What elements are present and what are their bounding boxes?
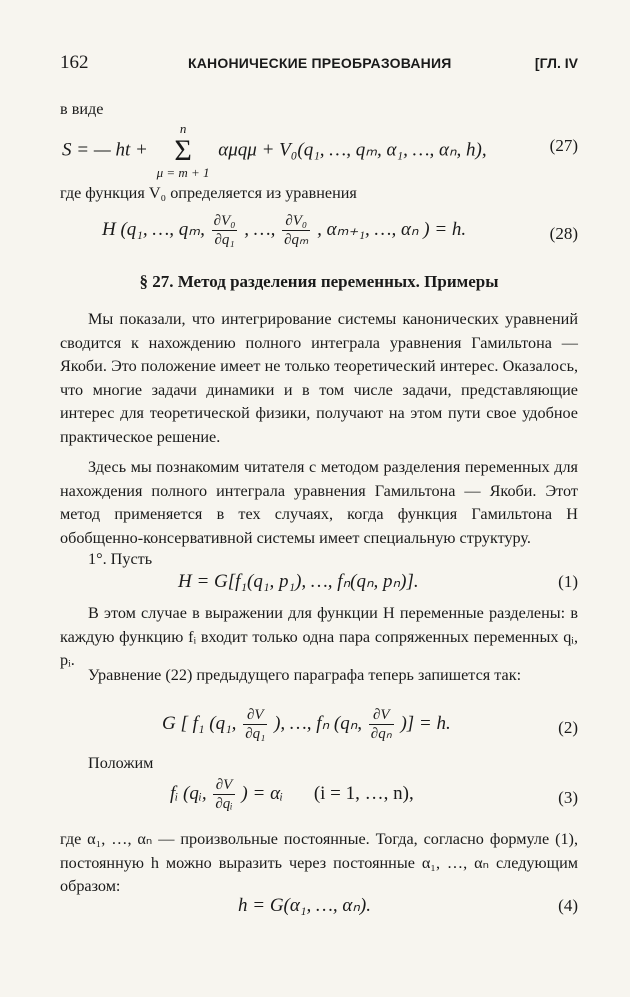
- eq3-pre: fᵢ (qᵢ,: [170, 782, 207, 804]
- eq28-fraction-1: $\frac{\text{∂V₀}}{\text{∂q₁}}$: [213, 213, 236, 248]
- eq3-number: (3): [558, 788, 578, 807]
- summation-sign: n Σ μ = m + 1: [156, 121, 210, 180]
- paragraph-4: Уравнение (22) предыдущего параграфа теперь запишется так:: [88, 666, 522, 684]
- eq4-body: h = G(α₁, …, αₙ).: [238, 895, 371, 916]
- eq28-pre: H (q₁, …, qₘ,: [102, 218, 205, 240]
- eq27-lhs: S = — ht +: [62, 139, 148, 161]
- equation-3: [60, 772, 578, 822]
- case-1-label: 1°. Пусть: [88, 550, 153, 568]
- eq3-range: (i = 1, …, n),: [313, 782, 414, 804]
- eq3-fraction: $\frac{\partial V}{\text{∂qᵢ}}$: [215, 777, 233, 812]
- running-title: КАНОНИЧЕСКИЕ ПРЕОБРАЗОВАНИЯ: [188, 55, 452, 71]
- sum-lower-limit: μ = m + 1: [156, 165, 210, 180]
- eq2-pre: G [ f₁ (q₁,: [162, 712, 237, 734]
- set-label: Положим: [88, 754, 154, 772]
- eq1-number: (1): [558, 572, 578, 591]
- where-text: где функция V₀ определяется из уравнения: [60, 184, 357, 202]
- equation-28: [60, 208, 578, 258]
- eq3-post: ) = αᵢ: [241, 782, 284, 804]
- intro-text: в виде: [60, 100, 104, 118]
- equation-2: [60, 702, 578, 752]
- paragraph-3: В этом случае в выражении для функции H переменные разделены: в каждую функцию fᵢ входит только одна пара сопряженных переменных qᵢ, pᵢ.: [60, 604, 578, 669]
- eq27-number: (27): [549, 136, 578, 155]
- eq27-rhs: αμqμ + V₀(q₁, …, qₘ, α₁, …, αₙ, h),: [218, 139, 487, 161]
- eq4-number: (4): [558, 896, 578, 915]
- eq28-fraction-2: $\frac{\text{∂V₀}}{\text{∂qₘ}}$: [284, 213, 309, 248]
- page-number: 162: [60, 52, 89, 73]
- eq2-fraction-2: $\frac{\partial V}{\text{∂qₙ}}$: [370, 707, 392, 742]
- eq1-body: H = G[f₁(q₁, p₁), …, fₙ(qₙ, pₙ)].: [178, 571, 419, 592]
- equation-27: [60, 118, 578, 180]
- sum-upper-limit: n: [179, 121, 187, 136]
- eq2-number: (2): [558, 718, 578, 737]
- eq28-number: (28): [549, 224, 578, 243]
- paragraph-2: Здесь мы познакомим читателя с методом разделения переменных для нахождения полного интеграла уравнения Гамильтона — Якоби. Этот метод применяется в тех случаях, когда функция Гамильтона H обобщенно-консервативной системы имеет специальную структуру.: [60, 458, 578, 547]
- chapter-label: [ГЛ. IV: [534, 55, 578, 71]
- equation-4: [60, 892, 578, 920]
- equation-1: [60, 568, 578, 596]
- page-header: [60, 52, 578, 78]
- eq28-mid: , …,: [244, 218, 276, 240]
- book-page: [60, 0, 578, 997]
- paragraph-1: Мы показали, что интегрирование системы канонических уравнений сводится к нахождению полного интеграла уравнения Гамильтона — Якоби. Это положение имеет не только теоретический интерес. Оказалось, что многие задачи динамики и в том числе задачи, представляющие интерес для теоретической физики, получают на этом пути свое удобное практическое решение.: [60, 310, 578, 446]
- eq2-mid: ), …, fₙ (qₙ,: [274, 712, 363, 734]
- eq2-fraction-1: $\frac{\partial V}{\text{∂q₁}}$: [245, 707, 266, 742]
- paragraph-5: где α₁, …, αₙ — произвольные постоянные. Тогда, согласно формуле (1), постоянную h можно выразить через постоянные α₁, …, αₙ следующим образом:: [60, 830, 578, 895]
- eq2-post: )] = h.: [400, 712, 451, 734]
- eq28-post: , αₘ₊₁, …, αₙ ) = h.: [317, 218, 467, 240]
- section-heading: § 27. Метод разделения переменных. Примеры: [139, 272, 499, 291]
